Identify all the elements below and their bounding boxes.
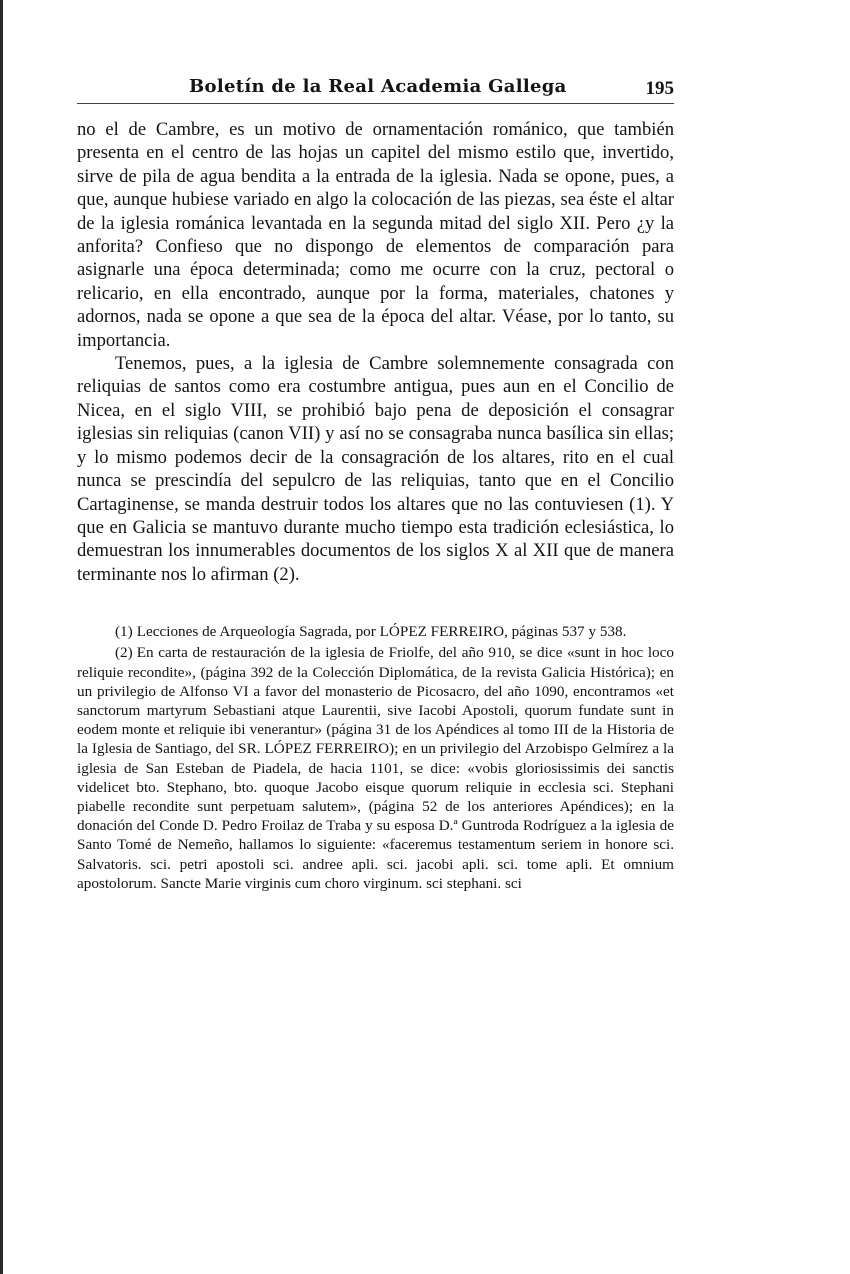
- running-header: [77, 76, 674, 110]
- footnotes: [77, 622, 674, 893]
- footnote-1: [77, 622, 674, 641]
- header-rule: [77, 103, 674, 104]
- footnote-2-label: (2): [115, 644, 133, 662]
- page-edge-shadow: [0, 0, 3, 1274]
- footnote-1-text: Lecciones de Arqueología Sagrada, por LÓPEZ FERREIRO, páginas 537 y 538.: [136, 623, 627, 641]
- paragraph-1: no el de Cambre, es un motivo de ornamentación románico, que también presenta en el centro de las hojas un capitel del mismo estilo que, invertido, sirve de pila de agua bendita a la entrada de la iglesia. Nada se opone, pues, a que, aunque hubiese variado en algo la colocación de las piezas, sea éste el altar de la iglesia románica levantada en la segunda mitad del siglo XII. Pero ¿y la anforita? Confieso que no dispongo de elementos de comparación para asignarle una época determinada; como me ocurre con la cruz, pectoral o relicario, en ella encontrado, aunque por la forma, materiales, chatones y adornos, nada se opone a que sea de la época del altar. Véase, por lo tanto, su importancia.: [77, 119, 674, 351]
- footnote-1-label: (1): [115, 623, 133, 641]
- page-number: 195: [645, 78, 674, 99]
- document-page: [77, 76, 674, 895]
- main-text: [77, 118, 674, 586]
- journal-title: Boletín de la Real Academia Gallega: [189, 76, 567, 97]
- footnote-2-text: En carta de restauración de la iglesia de Friolfe, del año 910, se dice «sunt in hoc loco reliquie recondite», (página 392 de la Colección Diplomática, de la revista Galicia Histórica); en un privilegio de Alfonso VI a favor del monasterio de Picosacro, del año 1090, encontramos «et sanctorum martyrum Sebastiani atque Laurentii, sive Iacobi Apostoli, quorum fundate sunt in eodem monte et reliquie ibi venerantur» (página 31 de los Apéndices al tomo III de la Historia de la Iglesia de Santiago, del SR. LÓPEZ FERREIRO); en un privilegio del Arzobispo Gelmírez a la iglesia de San Esteban de Piadela, de hacia 1101, se dice: «vobis gloriosissimis dei sanctis videlicet bto. Stephano, bto. quoque Jacobo eisque quorum reliquie in ecclesia sci. Stephani piabelle recondite sunt perpetuam salutem», (página 52 de los anteriores Apéndices); en la donación del Conde D. Pedro Froilaz de Traba y su esposa D.ª Guntroda Rodríguez a la iglesia de Santo Tomé de Nemeño, hallamos lo siguiente: «faceremus testamentum seriem in honore sci. Salvatoris. sci. petri apostoli sci. andree apli. sci. jacobi apli. sci. tome apli. Et omnium apostolorum. Sancte Marie virginis cum choro virginum. sci stephani. sci: [77, 644, 674, 892]
- footnote-2: [77, 643, 674, 893]
- paragraph-2: Tenemos, pues, a la iglesia de Cambre solemnemente consagrada con reliquias de santos como era costumbre antigua, pues aun en el Concilio de Nicea, en el siglo VIII, se prohibió bajo pena de deposición el consagrar iglesias sin reliquias (canon VII) y así no se consagraba nunca basílica sin ellas; y lo mismo podemos decir de la consagración de los altares, rito en el cual nunca se prescindía del sepulcro de las reliquias, tanto que en el Concilio Cartaginense, se manda destruir todos los altares que no las contuviesen (1). Y que en Galicia se mantuvo durante mucho tiempo esta tradición eclesiástica, lo demuestran los innumerables documentos de los siglos X al XII que de manera terminante nos lo afirman (2).: [77, 353, 674, 585]
